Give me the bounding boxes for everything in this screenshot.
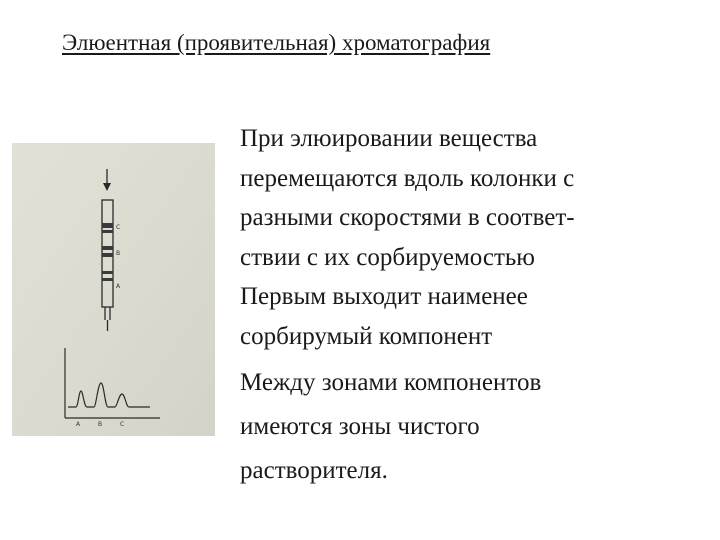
text-line: Между зонами компонентов: [240, 369, 542, 396]
text-line: имеются зоны чистого: [240, 413, 480, 440]
zone-label-a: А: [116, 283, 121, 290]
slide-title: Элюентная (проявительная) хроматография: [62, 30, 491, 55]
paragraph-elution: [240, 119, 710, 356]
zone-label-c: С: [116, 224, 121, 231]
text-line: перемещаются вдоль колонки с: [240, 164, 575, 192]
slide-body: [240, 119, 710, 493]
zone-label-b: В: [116, 250, 121, 257]
peak-label-b: В: [98, 421, 103, 428]
text-line: сорбирумый компонент: [240, 322, 493, 350]
text-line: ствии с их сорбируемостью: [240, 243, 535, 271]
peak-label-a: А: [76, 421, 81, 428]
text-line: растворителя.: [240, 457, 388, 484]
text-line: разными скоростями в соответ-: [240, 204, 575, 231]
paragraph-zones: [240, 361, 710, 493]
text-line: При элюировании вещества: [240, 125, 538, 152]
text-line: Первым выходит наименее: [240, 283, 528, 310]
chromatography-figure: [12, 143, 215, 436]
peak-label-c: С: [120, 421, 125, 428]
